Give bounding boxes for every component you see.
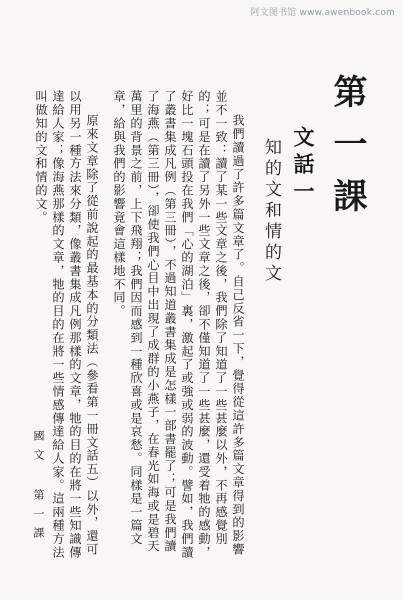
paragraph-1: 我們讀過了許多篇文章了。自己反省一下，覺得從這許多篇文章得到的影響並不一致：讀了某一些文章之後，我們除了知道了一些甚麼以外，不再感覺別的；可是在讀了另外一些文章之後，卻不僅知道了一些甚麼，還受着牠的感動，好比一塊石頭投在我們「心的湖泊」裏，激起了或強或弱的波動。譬如，我們讀了叢書集成凡例（第三冊），不過知道叢書集成是怎樣一部書罷了；可是我們讀了海燕（第三冊），卻使我們心目中出現了成群的小燕子，在春光如海或是碧天萬里的背景之前，上下飛翔；我們因而感到一種欣喜或是哀愁。同樣是一篇文章，給與我們的影響竟會這樣地不同。 bbox=[112, 90, 245, 559]
watermark-text: 阿文图书馆 www.awenbook.com bbox=[250, 8, 395, 18]
paragraph-2: 原來文章除了從前說起的最基本的分類法（參看第一冊文話五）以外，還可以用另一種方法來分類，像叢書集成凡例那樣的文章，牠的目的在將一些知識傳達給人家；像海燕那樣的文章，牠的目的在將一些情感傳達給人家。這兩種方法叫做知的文和情的文。 bbox=[34, 90, 99, 559]
lesson-title: 第一課 bbox=[327, 74, 367, 230]
page-footer: 國文 第一課 bbox=[32, 430, 45, 546]
lesson-topic: 知的文和情的文 bbox=[261, 138, 281, 285]
lesson-subheading: 文話一 bbox=[291, 126, 316, 207]
